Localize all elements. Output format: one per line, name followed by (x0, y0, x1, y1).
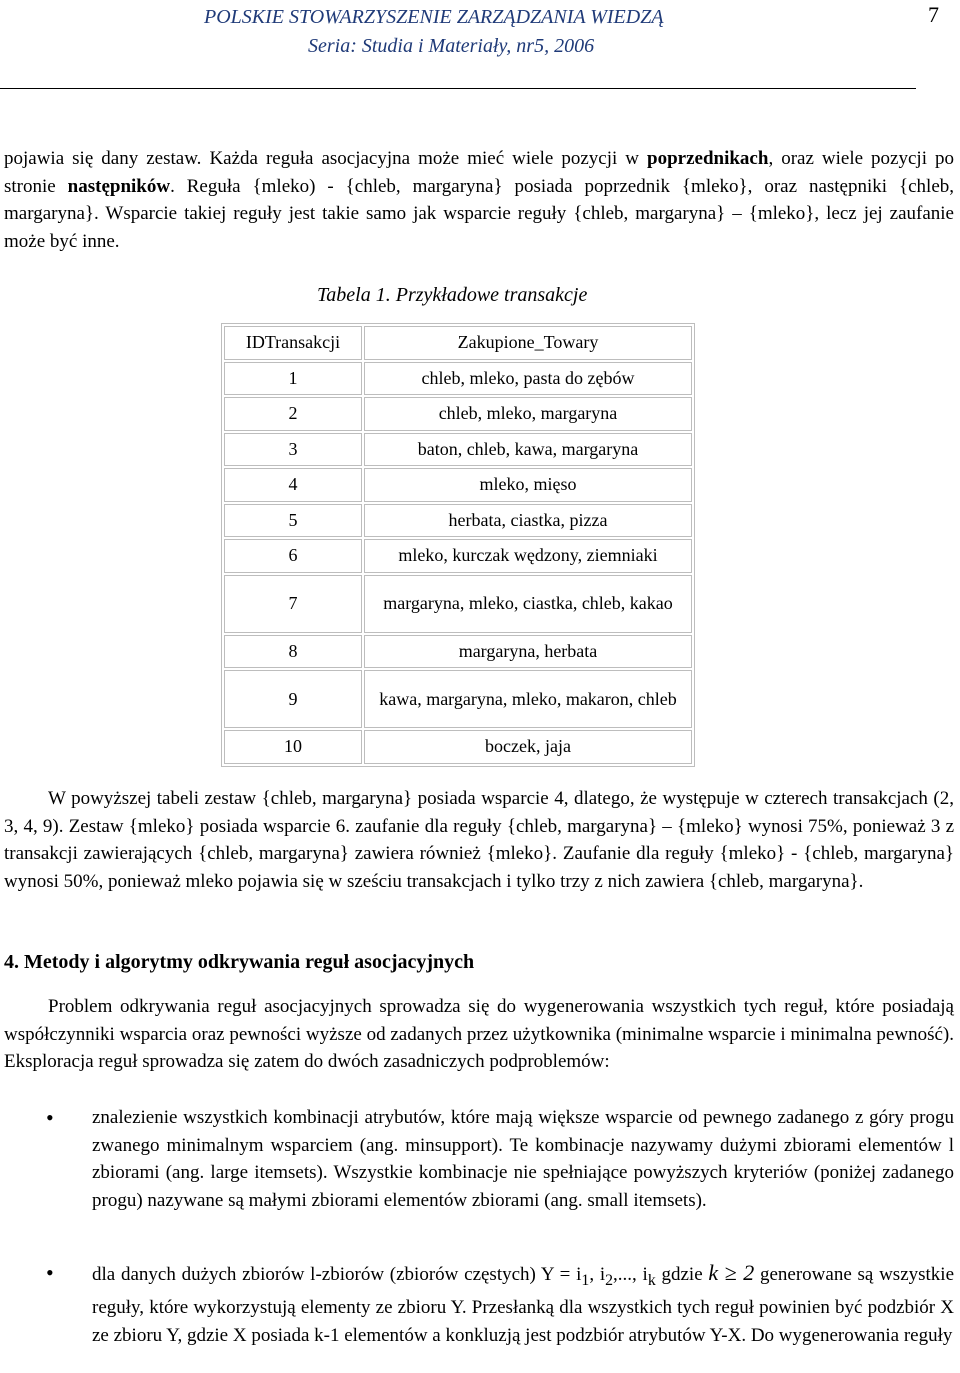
transaction-id: 6 (224, 539, 362, 573)
subscript-2: 2 (605, 1271, 614, 1289)
bullet-text-2: , i (589, 1264, 606, 1285)
bullet-text: znalezienie wszystkich kombinacji atrybutów, które mają większe wsparcie od pewnego zadanego z góry progu zwanego minimalnym wsparciem (ang. minsupport). Te kombinacje nazywamy dużymi zbiorami elementów l zbiorami (ang. large itemsets). Wszystkie kombinacje nie spełniające powyższych kryteriów (poniżej zadanego progu) nazywane są małymi zbiorami elementów zbiorami (ang. small itemsets). (92, 1107, 954, 1211)
column-header-id: IDTransakcji (224, 326, 362, 360)
transaction-items: herbata, ciastka, pizza (364, 504, 692, 538)
journal-name: POLSKIE STOWARZYSZENIE ZARZĄDZANIA WIEDZĄ (204, 6, 664, 28)
intro-bold-1: poprzednikach (647, 148, 769, 169)
transaction-id: 9 (224, 670, 362, 728)
list-item (4, 1259, 954, 1349)
bullet-text-1: dla danych dużych zbiorów l-zbiorów (zbiorów częstych) Y = i (92, 1264, 582, 1285)
table-caption: Tabela 1. Przykładowe transakcje (317, 284, 588, 306)
bullet-icon: • (46, 1105, 54, 1130)
table-row (224, 730, 692, 764)
bullet-icon: • (46, 1260, 54, 1285)
header-rule (0, 88, 916, 89)
transaction-items: baton, chleb, kawa, margaryna (364, 433, 692, 467)
table-row (224, 433, 692, 467)
table-row (224, 575, 692, 633)
after-table-paragraph: W powyższej tabeli zestaw {chleb, margaryna} posiada wsparcie 4, dlatego, że występuje w czterech transakcjach (2, 3, 4, 9). Zestaw {mleko} posiada wsparcie 6. zaufanie dla reguły {chleb, margaryna} – {mleko} wynosi 75%, ponieważ 3 z transakcji zawierających {chleb, margaryna} zawiera również {mleko}. Zaufanie dla reguły {mleko} - {chleb, margaryna} wynosi 50%, ponieważ mleko pojawia się w sześciu transakcjach i tylko trzy z nich zawiera {chleb, margaryna}. (4, 788, 954, 892)
transaction-id: 5 (224, 504, 362, 538)
table-row (224, 468, 692, 502)
transaction-items: margaryna, herbata (364, 635, 692, 669)
intro-paragraph (4, 145, 954, 255)
transaction-items: kawa, margaryna, mleko, makaron, chleb (364, 670, 692, 728)
transaction-items: chleb, mleko, pasta do zębów (364, 362, 692, 396)
table-row (224, 539, 692, 573)
page-number: 7 (928, 2, 939, 27)
bullet-text-5: generowane są wszystkie reguły, które wykorzystują elementy ze zbioru Y. Przesłanką dla wszystkich tych reguł powinien być podzbiór X ze zbioru Y, gdzie X posiada k-1 elementów a konkluzją jest podzbiór atrybutów Y-X. Do wygenerowania reguły (92, 1264, 955, 1346)
series-info: Seria: Studia i Materiały, nr5, 2006 (308, 35, 595, 57)
transaction-items: chleb, mleko, margaryna (364, 397, 692, 431)
table-row (224, 504, 692, 538)
transactions-table (221, 323, 695, 767)
intro-text-1: pojawia się dany zestaw. Każda reguła asocjacyjna może mieć wiele pozycji w (4, 148, 648, 169)
transaction-id: 2 (224, 397, 362, 431)
bullet-list-2 (4, 1259, 954, 1349)
bullet-text-4: gdzie (655, 1264, 709, 1285)
transaction-items: mleko, kurczak wędzony, ziemniaki (364, 539, 692, 573)
subscript-k: k (647, 1271, 656, 1289)
table-row (224, 397, 692, 431)
transaction-id: 4 (224, 468, 362, 502)
bullet-text-3: ,..., i (613, 1264, 648, 1285)
table-row (224, 362, 692, 396)
bullet-list (4, 1104, 954, 1214)
section-intro-paragraph: Problem odkrywania reguł asocjacyjnych sprowadza się do wygenerowania wszystkich tych reguł, które posiadają współczynniki wsparcia oraz pewności wyższe od zadanych przez użytkownika (minimalne wsparcie i minimalna pewność). Eksploracja reguł sprowadza się zatem do dwóch zasadniczych podproblemów: (4, 996, 954, 1072)
intro-text-2: , oraz wiele pozycji po stronie (4, 148, 954, 197)
transaction-items: mleko, mięso (364, 468, 692, 502)
transaction-id: 10 (224, 730, 362, 764)
intro-text-3: . Reguła {mleko) - {chleb, margaryna} posiada poprzednik {mleko}, oraz następniki {chleb, margaryna}. Wsparcie takiej reguły jest takie samo jak wsparcie reguły {chleb, margaryna} – {mleko}, lecz jej zaufanie może być inne. (4, 175, 954, 252)
list-item (4, 1104, 954, 1214)
transaction-id: 1 (224, 362, 362, 396)
column-header-goods: Zakupione_Towary (364, 326, 692, 360)
section-heading: 4. Metody i algorytmy odkrywania reguł asocjacyjnych (4, 951, 475, 973)
math-inequality: k ≥ 2 (708, 1260, 755, 1285)
transaction-id: 3 (224, 433, 362, 467)
transaction-items: margaryna, mleko, ciastka, chleb, kakao (364, 575, 692, 633)
transaction-items: boczek, jaja (364, 730, 692, 764)
subscript-1: 1 (581, 1271, 590, 1289)
transaction-id: 8 (224, 635, 362, 669)
intro-bold-2: następników (67, 175, 171, 197)
transaction-id: 7 (224, 575, 362, 633)
table-row (224, 635, 692, 669)
table-header-row (224, 326, 692, 360)
table-row (224, 670, 692, 728)
